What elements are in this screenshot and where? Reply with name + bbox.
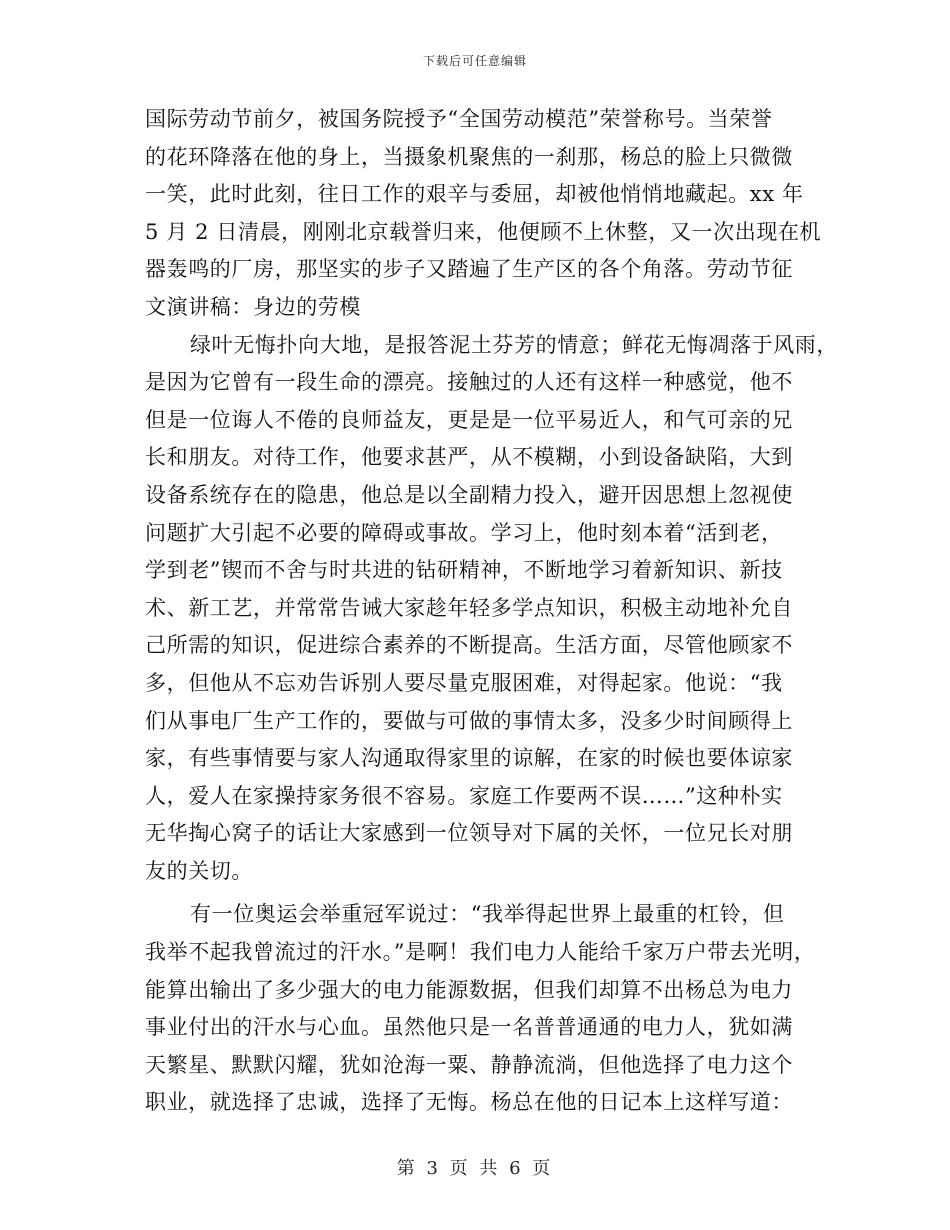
text-line: 己所需的知识，促进综合素养的不断提高。生活方面，尽管他顾家不: [145, 633, 793, 658]
text-line: 学到老”锲而不舍与时共进的钻研精神，不断地学习着新知识、新技: [145, 558, 783, 583]
page-header: 下载后可任意编辑: [422, 54, 527, 68]
text-line: 无华掏心窝子的话让大家感到一位领导对下属的关怀，一位兄长对朋: [145, 821, 793, 846]
text-line: 国际劳动节前夕，被国务院授予“全国劳动模范”荣誉称号。当荣誉: [145, 107, 773, 131]
text-line: 问题扩大引起不必要的障碍或事故。学习上，他时刻本着“活到老，: [145, 520, 783, 545]
text-line: 能算出输出了多少强大的电力能源数据，但我们却算不出杨总为电力: [145, 977, 793, 1002]
text-line: 我举不起我曾流过的汗水。”是啊！我们电力人能给千家万户带去光明，: [145, 940, 816, 965]
text-line: 但是一位诲人不倦的良师益友，更是是一位平易近人，和气可亲的兄: [145, 407, 793, 432]
text-line: 器轰鸣的厂房，那坚实的步子又踏遍了生产区的各个角落。劳动节征: [145, 257, 793, 282]
text-line: 文演讲稿：身边的劳模: [145, 294, 361, 319]
text-line: 们从事电厂生产工作的，要做与可做的事情太多，没多少时间顾得上: [145, 708, 793, 733]
text-line: 的花环降落在他的身上，当摄象机聚焦的一刹那，杨总的脸上只微微: [145, 144, 793, 169]
paragraph-start-line: 有一位奥运会举重冠军说过：“我举得起世界上最重的杠铃，但: [190, 902, 785, 927]
paragraph-start-line: 绿叶无悔扑向大地，是报答泥土芬芳的情意；鲜花无悔凋落于风雨，: [190, 332, 838, 357]
text-line: 一笑，此时此刻，往日工作的艰辛与委屈，却被他悄悄地藏起。xx 年: [145, 182, 804, 207]
page-number: 第 3 页 共 6 页: [396, 1158, 554, 1179]
text-line: 5 月 2 日清晨，刚刚北京载誉归来，他便顾不上休整，又一次出现在机: [145, 219, 822, 244]
text-line: 友的关切。: [145, 858, 253, 883]
text-line: 职业，就选择了忠诚，选择了无悔。杨总在他的日记本上这样写道：: [145, 1090, 793, 1115]
text-line: 设备系统存在的隐患，他总是以全副精力投入，避开因思想上忽视使: [145, 482, 793, 507]
document-body: [145, 101, 838, 1122]
text-line: 术、新工艺，并常常告诫大家趁年轻多学点知识，积极主动地补允自: [145, 595, 793, 620]
text-line: 天繁星、默默闪耀，犹如沧海一粟、静静流淌，但他选择了电力这个: [145, 1052, 793, 1077]
text-line: 长和朋友。对待工作，他要求甚严，从不模糊，小到设备缺陷，大到: [145, 445, 793, 470]
text-line: 人，爱人在家操持家务很不容易。家庭工作要两不误……”这种朴实: [145, 783, 783, 808]
text-line: 多，但他从不忘劝告诉别人要尽量克服困难，对得起家。他说：“我: [145, 670, 783, 695]
text-line: 事业付出的汗水与心血。虽然他只是一名普普通通的电力人，犹如满: [145, 1015, 793, 1040]
text-line: 家，有些事情要与家人沟通取得家里的谅解，在家的时候也要体谅家: [145, 746, 793, 771]
text-line: 是因为它曾有一段生命的漂亮。接触过的人还有这样一种感觉，他不: [145, 370, 793, 395]
